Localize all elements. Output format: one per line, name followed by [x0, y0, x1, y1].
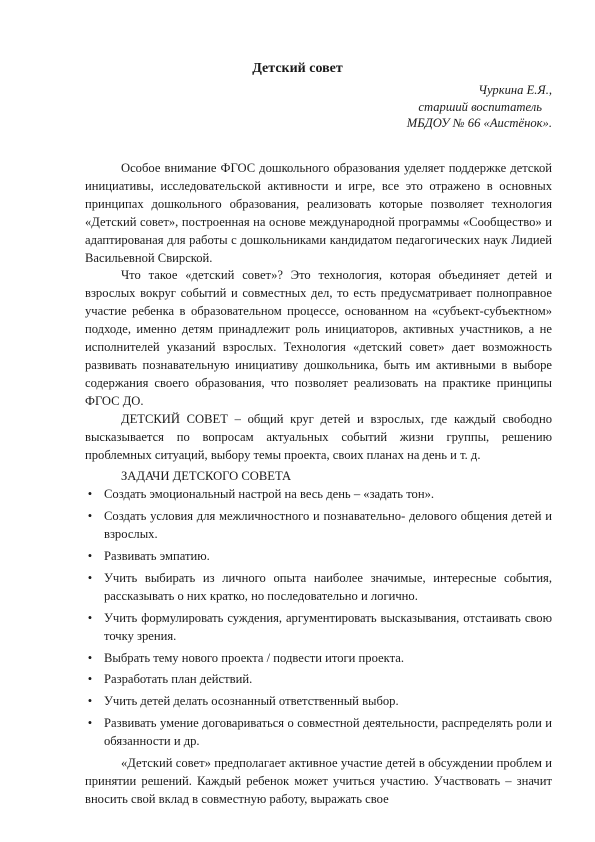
list-item	[85, 715, 552, 751]
document-body	[85, 160, 552, 809]
list-item	[85, 486, 552, 504]
list-item	[85, 671, 552, 689]
bullet-icon: •	[87, 509, 93, 524]
author-name: Чуркина Е.Я.,	[478, 83, 552, 97]
paragraph-participation: «Детский совет» предполагает активное участие детей в обсуждении проблем и принятии решений. Каждый ребенок может учиться участию. Участвовать – значит вносить свой вклад в совместную работу, выражать свое	[85, 756, 552, 806]
tasks-heading: ЗАДАЧИ ДЕТСКОГО СОВЕТА	[121, 469, 292, 484]
list-item	[85, 650, 552, 668]
author-organization: МБДОУ № 66 «Аистёнок».	[406, 116, 552, 130]
author-block	[407, 82, 552, 132]
list-item	[85, 570, 552, 606]
paragraph-what-is: Что такое «детский совет»? Это технология, которая объединяет детей и взрослых вокруг событий и совместных дел, то есть предусматривает полноправное участие ребенка в образовательном процессе, основанном на «субъект-субъектном» подходе, именно детям принадлежит роль инициаторов, активных участников, а не исполнителей указаний взрослых. Технология «детский совет» дает возможность развивать познавательную инициативу дошкольника, быть им активными в выборе содержания своего образования, что позволяет реализовать на практике принципы ФГОС ДО.	[85, 268, 552, 408]
list-item-text: Учить выбирать из личного опыта наиболее значимые, интересные события, рассказывать о них кратко, но последовательно и логично.	[104, 570, 552, 603]
tasks-list	[85, 486, 552, 751]
list-item-text: Выбрать тему нового проекта / подвести итоги проекта.	[104, 650, 404, 665]
bullet-icon: •	[87, 549, 93, 564]
list-item	[85, 548, 552, 566]
bullet-icon: •	[87, 694, 93, 709]
list-item-text: Создать условия для межличностного и познавательно- делового общения детей и взрослых.	[104, 509, 552, 542]
list-item	[85, 610, 552, 646]
author-position: старший воспитатель	[418, 99, 542, 114]
bullet-icon: •	[87, 716, 93, 731]
list-item-text: Развивать эмпатию.	[104, 549, 210, 564]
bullet-icon: •	[87, 570, 93, 585]
document-title: Детский совет	[252, 61, 343, 76]
bullet-icon: •	[87, 487, 93, 502]
list-item	[85, 508, 552, 544]
list-item-text: Создать эмоциональный настрой на весь день – «задать тон».	[104, 487, 435, 502]
paragraph-definition: ДЕТСКИЙ СОВЕТ – общий круг детей и взрослых, где каждый свободно высказывается по вопросам актуальных событий жизни группы, решению проблемных ситуаций, выбору темы проекта, своих планах на день и т. д.	[85, 411, 552, 462]
list-item-text: Учить детей делать осознанный ответственный выбор.	[104, 694, 399, 709]
list-item-text: Развивать умение договариваться о совместной деятельности, распределять роли и обязанности и др.	[104, 716, 552, 749]
bullet-icon: •	[87, 650, 93, 665]
list-item	[85, 693, 552, 711]
list-item-text: Учить формулировать суждения, аргументировать высказывания, отстаивать свою точку зрения.	[104, 610, 552, 643]
paragraph-intro: Особое внимание ФГОС дошкольного образования уделяет поддержке детской инициативы, исследовательской активности и игре, все это отражено в основных принципах дошкольного образования, реализовать которые позволяет технология «Детский совет», построенная на основе международной программы «Сообщество» и адаптированая для работы с дошкольниками кандидатом педагогических наук Лидией Васильевной Свирской.	[85, 161, 552, 265]
bullet-icon: •	[87, 672, 93, 687]
list-item-text: Разработать план действий.	[104, 672, 253, 687]
bullet-icon: •	[87, 610, 93, 625]
